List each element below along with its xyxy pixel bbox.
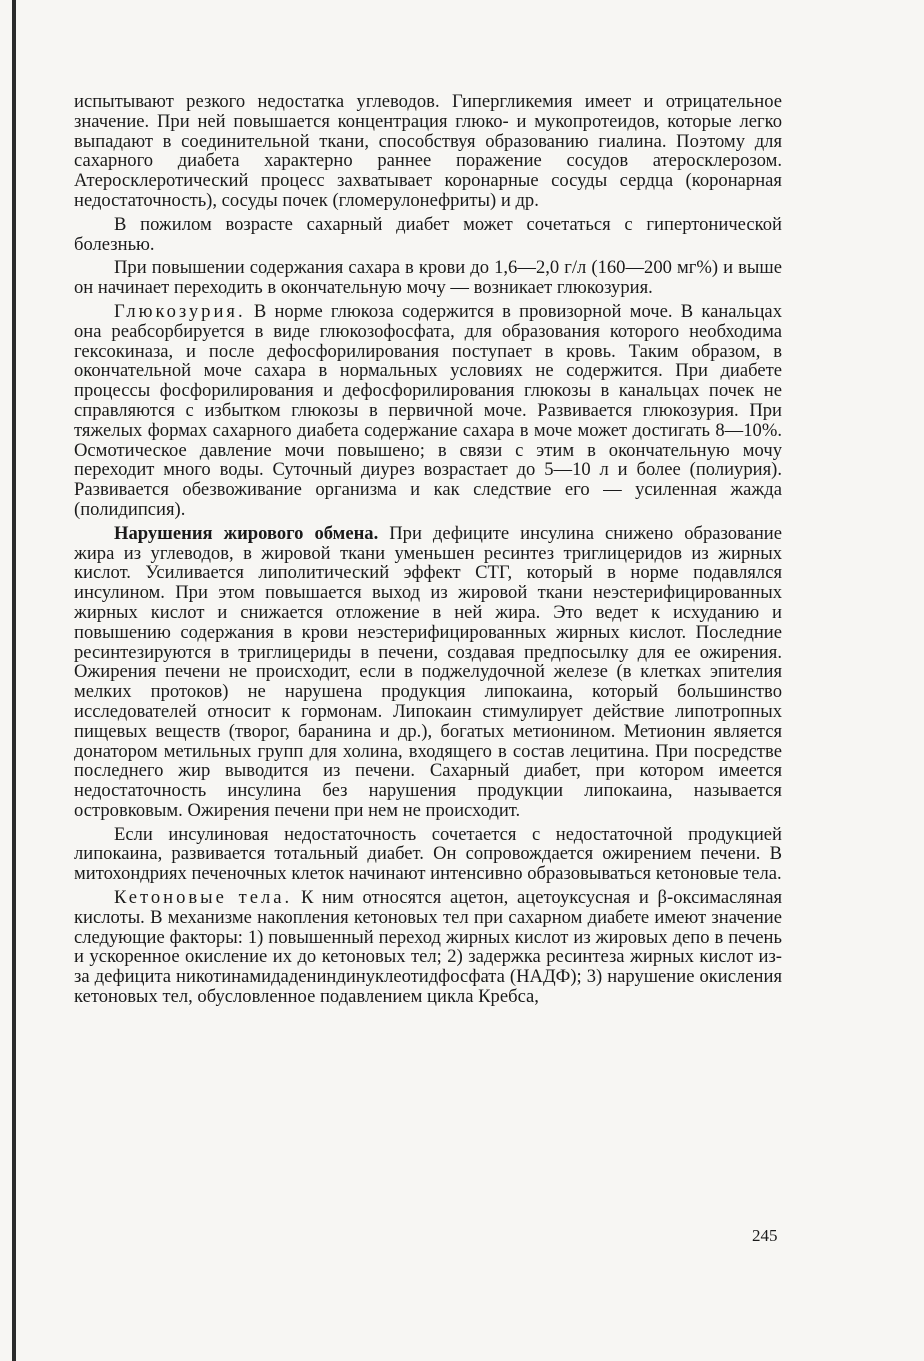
paragraph-7 — [74, 888, 782, 1007]
scan-edge — [12, 0, 16, 1361]
paragraph-3: При повышении содержания сахара в крови до 1,6—2,0 г/л (160—200 мг%) и выше он начинает переходить в окончательную мочу — возникает глюкозурия. — [74, 257, 782, 299]
paragraph-5-text: При дефиците инсулина снижено образование жира из углеводов, в жировой ткани уменьшен ресинтез триглицеридов из жирных кислот. Усиливается липолитический эффект СТГ, который в норме подавлялся инсулином. При этом повышается выход из жировой ткани неэстерифицированных жирных кислот и снижается отложение в ней жира. Это ведет к исхуданию и повышению содержания в крови неэстерифицированных жирных кислот. Последние ресинтезируются в триглицериды в печени, создавая предпосылку для ее ожирения. Ожирения печени не происходит, если в поджелудочной железе (в клетках эпителия мелких протоков) не нарушена продукция липокаина, который большинство исследователей относит к гормонам. Липокаин стимулирует действие липотропных пищевых веществ (творог, баранина и др.), богатых метионином. Метионин является донатором метильных групп для холина, входящего в состав лецитина. При посредстве последнего жир выводится из печени. Сахарный диабет, при котором имеется недостаточность инсулина без нарушения продукции липокаина, называется островковым. Ожирения печени при нем не происходит. — [74, 522, 782, 821]
page-body — [74, 92, 782, 1011]
paragraph-7-text: К ним относятся ацетон, ацетоуксусная и β-оксимасляная кислоты. В механизме накопления кетоновых тел при сахарном диабете имеют значение следующие факторы: 1) повышенный переход жирных кислот из жировых депо в печень и ускоренное окисление их до кетоновых тел; 2) задержка ресинтеза жирных кислот из-за дефицита никотинамидадениндинуклеотидфосфата (НАДФ); 3) нарушение окисления кетоновых тел, обусловленное подавлением цикла Кребса, — [74, 887, 783, 1008]
page-number: 245 — [752, 1226, 778, 1245]
paragraph-1: испытывают резкого недостатка углеводов. Гипергликемия имеет и отрицательное значение. При ней повышается концентрация глюко- и мукопротеидов, которые легко выпадают в соединительной ткани, способствуя образованию гиалина. Поэтому для сахарного диабета характерно раннее поражение сосудов атеросклерозом. Атеросклеротический процесс захватывает коронарные сосуды сердца (коронарная недостаточность), сосуды почек (гломерулонефриты) и др. — [74, 91, 782, 211]
section-head-ketone-bodies: Кетоновые тела. — [114, 887, 293, 909]
paragraph-2: В пожилом возрасте сахарный диабет может сочетаться с гипертонической болезнью. — [74, 213, 782, 255]
paragraph-6: Если инсулиновая недостаточность сочетается с недостаточной продукцией липокаина, развивается тотальный диабет. Он сопровождается ожирением печени. В митохондриях печеночных клеток начинают интенсивно образовываться кетоновые тела. — [74, 823, 782, 885]
section-head-fat-metabolism: Нарушения жирового обмена. — [114, 522, 379, 544]
paragraph-5 — [74, 524, 782, 821]
section-head-glucosuria: Глюкозурия. — [114, 300, 246, 322]
paragraph-4 — [74, 302, 782, 520]
paragraph-4-text: В норме глюкоза содержится в провизорной моче. В канальцах она реабсорбируется в виде глюкозофосфата, для образования которого необходима гексокиназа, и после дефосфорилирования поступает в кровь. Таким образом, в окончательной моче сахара в нормальных условиях не содержится. При диабете процессы фосфорилирования и дефосфорилирования глюкозы в канальцах почек не справляются с избытком глюкозы в первичной моче. Развивается глюкозурия. При тяжелых формах сахарного диабета содержание сахара в моче может достигать 8—10%. Осмотическое давление мочи повышено; в связи с этим в окончательную мочу переходит много воды. Суточный диурез возрастает до 5—10 л и более (полиурия). Развивается обезвоживание организма и как следствие его — усиленная жажда (полидипсия). — [74, 300, 782, 520]
